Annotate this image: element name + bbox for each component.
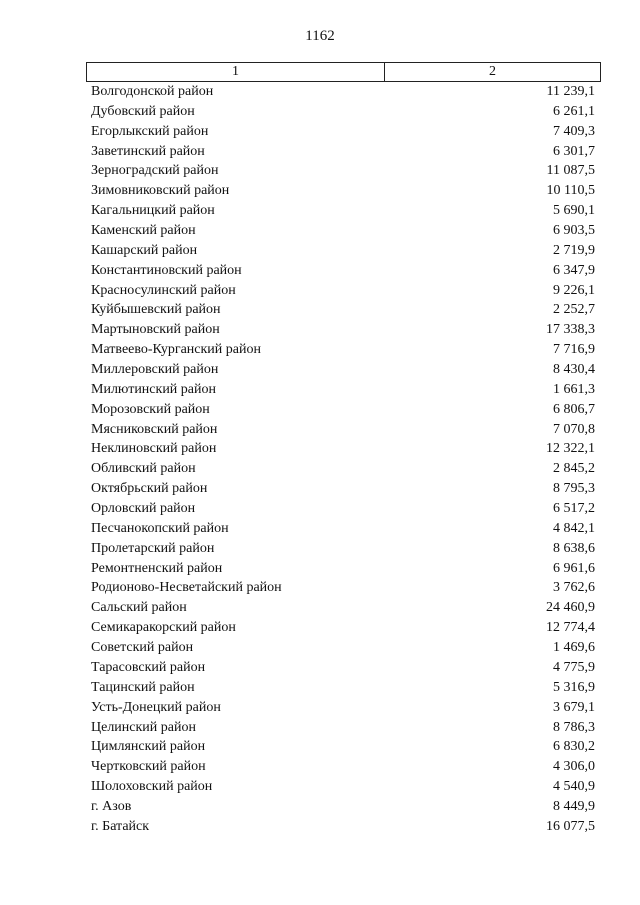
table-row: [91, 598, 595, 618]
table-row: [91, 757, 595, 777]
table-row: [91, 320, 595, 340]
district-value: 8 430,4: [553, 362, 595, 378]
table-row: [91, 817, 595, 837]
table-row: [91, 221, 595, 241]
district-name: Кашарский район: [91, 242, 198, 258]
district-name: Чертковский район: [91, 759, 206, 775]
district-value: 3 679,1: [553, 699, 595, 715]
district-value: 2 845,2: [553, 461, 595, 477]
district-name: Зерноградский район: [91, 163, 219, 179]
district-value: 6 961,6: [553, 560, 595, 576]
district-name: Морозовский район: [91, 401, 210, 417]
district-value: 8 449,9: [553, 798, 595, 814]
district-value: 6 806,7: [553, 401, 595, 417]
district-name: Октябрьский район: [91, 481, 208, 497]
table-row: [91, 82, 595, 102]
table-row: [91, 241, 595, 261]
district-name: Пролетарский район: [91, 540, 215, 556]
district-name: Родионово-Несветайский район: [91, 580, 282, 596]
district-value: 7 070,8: [553, 421, 595, 437]
table-row: [91, 638, 595, 658]
district-name: Тарасовский район: [91, 659, 206, 675]
district-value: 5 316,9: [553, 679, 595, 695]
table-row: [91, 777, 595, 797]
district-value: 24 460,9: [546, 600, 595, 616]
district-value: 5 690,1: [553, 203, 595, 219]
district-value: 7 716,9: [553, 342, 595, 358]
table-row: [91, 559, 595, 579]
district-value: 4 842,1: [553, 520, 595, 536]
district-name: Мартыновский район: [91, 322, 220, 338]
district-name: Шолоховский район: [91, 779, 213, 795]
district-value: 6 830,2: [553, 739, 595, 755]
district-value: 8 638,6: [553, 540, 595, 556]
district-value: 12 774,4: [546, 620, 595, 636]
district-value: 9 226,1: [553, 282, 595, 298]
table-row: [91, 678, 595, 698]
district-name: Куйбышевский район: [91, 302, 221, 318]
table-row: [91, 201, 595, 221]
district-name: г. Азов: [91, 798, 132, 814]
district-value: 4 306,0: [553, 759, 595, 775]
district-name: Сальский район: [91, 600, 187, 616]
district-value: 16 077,5: [546, 818, 595, 834]
district-name: Каменский район: [91, 223, 196, 239]
table-row: [91, 181, 595, 201]
table-row: [91, 499, 595, 519]
table-row: [91, 340, 595, 360]
table-row: [91, 261, 595, 281]
table-body: [91, 82, 595, 837]
table-row: [91, 658, 595, 678]
district-value: 6 301,7: [553, 143, 595, 159]
table-row: [91, 479, 595, 499]
district-value: 4 775,9: [553, 659, 595, 675]
district-name: Егорлыкский район: [91, 123, 209, 139]
table-row: [91, 122, 595, 142]
district-name: Волгодонской район: [91, 84, 214, 99]
district-name: Целинский район: [91, 719, 196, 735]
district-name: Неклиновский район: [91, 441, 217, 457]
district-name: Цимлянский район: [91, 739, 206, 755]
district-value: 6 261,1: [553, 103, 595, 119]
district-name: Дубовский район: [91, 103, 195, 119]
district-value: 10 110,5: [546, 183, 595, 199]
district-value: 17 338,3: [546, 322, 595, 338]
district-value: 8 795,3: [553, 481, 595, 497]
table-row: [91, 539, 595, 559]
table-row: [91, 161, 595, 181]
district-value: 6 517,2: [553, 501, 595, 517]
district-name: Советский район: [91, 640, 194, 656]
district-value: 11 239,1: [546, 84, 595, 99]
table-row: [91, 281, 595, 301]
table-row: [91, 578, 595, 598]
district-name: г. Батайск: [91, 818, 150, 834]
district-name: Зимовниковский район: [91, 183, 230, 199]
district-name: Орловский район: [91, 501, 196, 517]
district-name: Красносулинский район: [91, 282, 236, 298]
district-value: 3 762,6: [553, 580, 595, 596]
table-row: [91, 142, 595, 162]
district-name: Песчанокопский район: [91, 520, 229, 536]
table-row: [91, 797, 595, 817]
district-value: 1 661,3: [553, 381, 595, 397]
district-value: 6 903,5: [553, 223, 595, 239]
district-name: Миллеровский район: [91, 362, 219, 378]
district-value: 12 322,1: [546, 441, 595, 457]
district-name: Константиновский район: [91, 262, 242, 278]
district-value: 6 347,9: [553, 262, 595, 278]
table-row: [91, 718, 595, 738]
table-row: [91, 380, 595, 400]
table-row: [91, 618, 595, 638]
district-value: 8 786,3: [553, 719, 595, 735]
table-row: [91, 420, 595, 440]
district-value: 7 409,3: [553, 123, 595, 139]
district-name: Усть-Донецкий район: [91, 699, 221, 715]
district-name: Тацинский район: [91, 679, 195, 695]
table-row: [91, 459, 595, 479]
table-row: [91, 737, 595, 757]
page-number: 1162: [305, 28, 335, 44]
district-value: 1 469,6: [553, 640, 595, 656]
table-row: [91, 400, 595, 420]
district-value: 11 087,5: [546, 163, 595, 179]
district-name: Заветинский район: [91, 143, 205, 159]
header-col-2: 2: [489, 64, 496, 79]
district-value: 2 719,9: [553, 242, 595, 258]
table-row: [91, 102, 595, 122]
district-name: Мясниковский район: [91, 421, 218, 437]
table-header: [86, 62, 601, 82]
table-row: [91, 360, 595, 380]
table-row: [91, 439, 595, 459]
header-col-1: 1: [87, 63, 385, 81]
district-name: Кагальницкий район: [91, 203, 215, 219]
district-name: Обливский район: [91, 461, 196, 477]
district-name: Семикаракорский район: [91, 620, 236, 636]
district-value: 2 252,7: [553, 302, 595, 318]
district-name: Ремонтненский район: [91, 560, 223, 576]
table-row: [91, 300, 595, 320]
table-row: [91, 519, 595, 539]
district-name: Милютинский район: [91, 381, 217, 397]
district-name: Матвеево-Курганский район: [91, 342, 261, 358]
table-row: [91, 698, 595, 718]
district-value: 4 540,9: [553, 779, 595, 795]
